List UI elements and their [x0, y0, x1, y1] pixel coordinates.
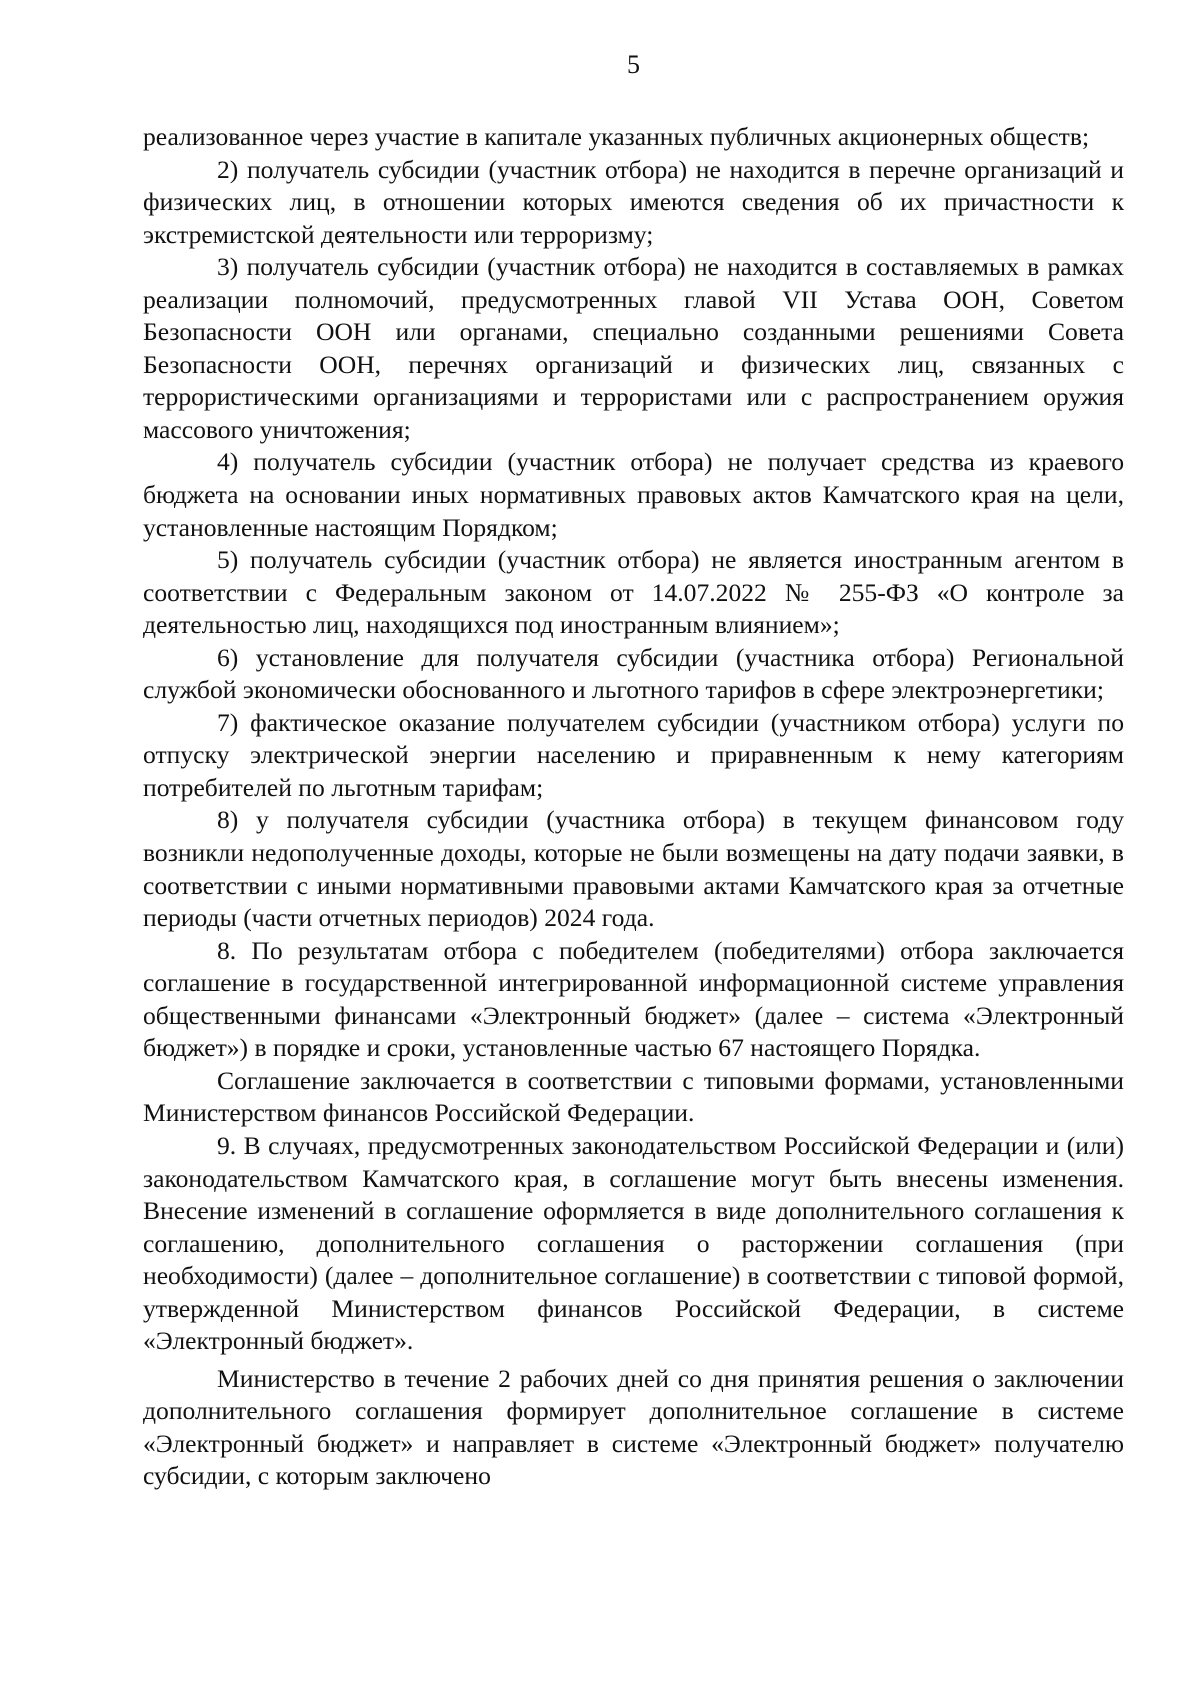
paragraph-item-2: 2) получатель субсидии (участник отбора) не находится в перечне организаций и физических лиц, в отношении которых имеются сведения об их причастности к экстремистской деятельности или терроризму; [143, 154, 1124, 249]
paragraph-item-5: 5) получатель субсидии (участник отбора) не является иностранным агентом в соответствии с Федеральным законом от 14.07.2022 № 255-ФЗ «О контроле за деятельностью лиц, находящихся под иностранным влиянием»; [143, 545, 1124, 640]
paragraph-item-3: 3) получатель субсидии (участник отбора) не находится в составляемых в рамках реализации полномочий, предусмотренных главой VII Устава ООН, Советом Безопасности ООН или органами, специально созданными решениями Совета Безопасности ООН, перечнях организаций и физических лиц, связанных с террористическими организациями и террористами или с распространением оружия массового уничтожения; [143, 252, 1124, 444]
paragraph-item-8: 8) у получателя субсидии (участника отбора) в текущем финансовом году возникли недополученные доходы, которые не были возмещены на дату подачи заявки, в соответствии с иными нормативными правовыми актами Камчатского края за отчетные периоды (части отчетных периодов) 2024 года. [143, 805, 1124, 933]
page-number: 5 [627, 50, 640, 79]
paragraph-item-6: 6) установление для получателя субсидии (участника отбора) Региональной службой экономически обоснованного и льготного тарифов в сфере электроэнергетики; [143, 642, 1124, 705]
paragraph-section-9: 9. В случаях, предусмотренных законодательством Российской Федерации и (или) законодательством Камчатского края, в соглашение могут быть внесены изменения. Внесение изменений в соглашение оформляется в виде дополнительного соглашения к соглашению, дополнительного соглашения о расторжении соглашения (при необходимости) (далее – дополнительное соглашение) в соответствии с типовой формой, утвержденной Министерством финансов Российской Федерации, в системе «Электронный бюджет». [143, 1130, 1124, 1356]
paragraph-continuation: реализованное через участие в капитале указанных публичных акционерных обществ; [143, 122, 1090, 151]
paragraph-item-7: 7) фактическое оказание получателем субсидии (участником отбора) услуги по отпуску электрической энергии населению и приравненным к нему категориям потребителей по льготным тарифам; [143, 707, 1124, 802]
paragraph-section-8: 8. По результатам отбора с победителем (победителями) отбора заключается соглашение в государственной интегрированной информационной системе управления общественными финансами «Электронный бюджет» (далее – система «Электронный бюджет») в порядке и сроки, установленные частью 67 настоящего Порядка. [143, 935, 1124, 1063]
document-page [143, 0, 1124, 1697]
paragraph-agreement: Соглашение заключается в соответствии с типовыми формами, установленными Министерством финансов Российской Федерации. [143, 1065, 1124, 1128]
document-body [143, 121, 1124, 1493]
paragraph-ministry: Министерство в течение 2 рабочих дней со дня принятия решения о заключении дополнительного соглашения формирует дополнительное соглашение в системе «Электронный бюджет» и направляет в системе «Электронный бюджет» получателю субсидии, с которым заключено [143, 1363, 1124, 1491]
paragraph-item-4: 4) получатель субсидии (участник отбора) не получает средства из краевого бюджета на основании иных нормативных правовых актов Камчатского края на цели, установленные настоящим Порядком; [143, 447, 1124, 542]
